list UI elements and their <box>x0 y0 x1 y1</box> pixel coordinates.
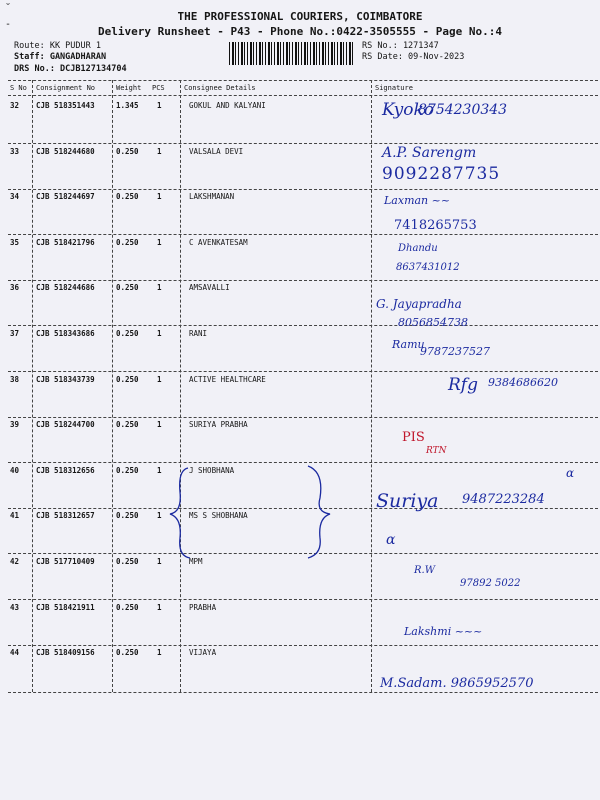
signature-phone: 9487223284 <box>462 492 545 507</box>
row-consignee: C AVENKATESAM <box>189 237 248 247</box>
row-consignee: RANI <box>189 329 208 338</box>
row-pcs: 1 <box>157 146 162 156</box>
row-pcs: 1 <box>157 237 162 247</box>
row-sno: 42 <box>10 557 20 566</box>
row-pcs: 1 <box>157 374 162 384</box>
row-consignment-no: CJB 517710409 <box>36 557 95 566</box>
row-sno: 37 <box>10 329 20 338</box>
table-top-rule <box>8 80 598 81</box>
row-consignment-no: CJB 518421911 <box>36 602 95 612</box>
row-consignee: ACTIVE HEALTHCARE <box>189 374 266 384</box>
row-divider <box>8 417 598 418</box>
row-divider <box>8 645 598 646</box>
column-divider <box>112 80 113 692</box>
signature-scrawl: Dhandu <box>398 243 438 254</box>
rs-date: RS Date: 09-Nov-2023 <box>362 52 465 62</box>
row-consignment-no: CJB 518312657 <box>36 511 95 521</box>
row-sno: 39 <box>10 420 20 430</box>
row-weight: 0.250 <box>116 237 139 247</box>
row-pcs: 1 <box>157 101 162 110</box>
row-consignment-no: CJB 518244697 <box>36 192 95 202</box>
row-consignee: AMSAVALLI <box>189 283 230 293</box>
row-sno: 34 <box>10 192 20 202</box>
col-header-consignee: Consignee Details <box>184 84 256 92</box>
row-pcs: 1 <box>157 283 162 293</box>
row-weight: 0.250 <box>116 465 139 475</box>
signature-scrawl: Laxman ~~ <box>384 194 451 207</box>
row-consignment-no: CJB 518409156 <box>36 648 95 658</box>
row-divider <box>8 234 598 235</box>
column-divider <box>180 80 181 692</box>
row-consignment-no: CJB 518351443 <box>36 101 95 110</box>
row-consignment-no: CJB 518343739 <box>36 374 95 384</box>
row-pcs: 1 <box>157 602 162 612</box>
column-divider <box>32 80 33 692</box>
row-divider <box>8 280 598 281</box>
row-pcs: 1 <box>157 648 162 658</box>
row-pcs: 1 <box>157 192 162 202</box>
alpha-mark: α <box>566 466 575 480</box>
row-divider <box>8 189 598 190</box>
row-weight: 0.250 <box>116 374 139 384</box>
row-sno: 32 <box>10 101 20 110</box>
row-weight: 0.250 <box>116 283 139 293</box>
row-sno: 41 <box>10 511 20 521</box>
company-title: THE PROFESSIONAL COURIERS, COIMBATORE <box>177 10 423 23</box>
row-sno: 40 <box>10 465 20 475</box>
signature-phone: 9092287735 <box>382 164 501 184</box>
row-pcs: 1 <box>157 329 162 338</box>
status-note: PIS <box>402 430 425 445</box>
col-header-sno: S No <box>10 84 27 92</box>
row-pcs: 1 <box>157 420 162 430</box>
row-weight: 0.250 <box>116 511 139 521</box>
row-divider <box>8 371 598 372</box>
row-consignee: MS S SHOBHANA <box>189 511 248 521</box>
signature-phone: M.Sadam. 9865952570 <box>380 676 534 691</box>
row-weight: 0.250 <box>116 329 139 338</box>
row-consignee: VIJAYA <box>189 648 217 658</box>
signature-phone: 9384686620 <box>488 376 558 389</box>
drs-number: DRS No.: DCJB127134704 <box>14 64 127 74</box>
signature-scrawl: A.P. Sarengm <box>382 145 477 161</box>
row-consignee: LAKSHMANAN <box>189 192 235 202</box>
col-header-consignment: Consignment No <box>36 84 96 92</box>
row-consignee: SURIYA PRABHA <box>189 420 248 430</box>
signature-scrawl: Rfg <box>448 375 478 395</box>
row-consignment-no: CJB 518312656 <box>36 465 95 475</box>
corner-mark: ˘ <box>5 3 12 14</box>
row-consignee: GOKUL AND KALYANI <box>189 101 266 110</box>
handwritten-brace <box>160 462 340 562</box>
row-consignment-no: CJB 518244686 <box>36 283 95 293</box>
row-weight: 0.250 <box>116 557 139 566</box>
signature-phone: 9787237527 <box>420 345 490 358</box>
row-weight: 0.250 <box>116 146 139 156</box>
header-rule <box>8 95 598 96</box>
route-text: Route: KK PUDUR 1 <box>14 41 101 51</box>
signature-phone: 97892 5022 <box>460 578 521 589</box>
row-consignee: J SHOBHANA <box>189 465 235 475</box>
row-consignment-no: CJB 518343686 <box>36 329 95 338</box>
runsheet-subtitle: Delivery Runsheet - P43 - Phone No.:0422-3505555 - Page No.:4 <box>98 25 502 38</box>
row-weight: 0.250 <box>116 420 139 430</box>
signature-phone: 8637431012 <box>396 262 460 273</box>
staff-text: Staff: GANGADHARAN <box>14 52 107 62</box>
row-sno: 36 <box>10 283 20 293</box>
row-weight: 0.250 <box>116 602 139 612</box>
signature-phone: 8056854738 <box>398 316 468 329</box>
barcode-image <box>229 42 354 65</box>
row-pcs: 1 <box>157 557 162 566</box>
signature-scrawl: Ramu <box>392 338 425 351</box>
row-pcs: 1 <box>157 465 162 475</box>
signature-scrawl: Lakshmi ~~~ <box>404 625 483 638</box>
row-sno: 38 <box>10 374 20 384</box>
signature-phone: 7418265753 <box>394 218 477 233</box>
col-header-signature: Signature <box>375 84 413 92</box>
row-divider <box>8 325 598 326</box>
row-consignment-no: CJB 518421796 <box>36 237 95 247</box>
row-divider <box>8 599 598 600</box>
signature-scrawl: Kyoko <box>382 100 434 120</box>
row-consignee: VALSALA DEVI <box>189 146 244 156</box>
row-divider <box>8 143 598 144</box>
row-pcs: 1 <box>157 511 162 521</box>
row-sno: 35 <box>10 237 20 247</box>
status-note: RTN <box>426 446 447 456</box>
row-weight: 1.345 <box>116 101 139 110</box>
row-sno: 33 <box>10 146 20 156</box>
corner-mark: - <box>5 19 12 30</box>
signature-scrawl: Suriya <box>376 490 439 512</box>
alpha-mark: α <box>386 532 396 548</box>
signature-phone: 8754230343 <box>418 102 508 118</box>
column-divider <box>371 80 372 692</box>
table-bottom-rule <box>8 692 598 693</box>
col-header-weight: Weight <box>116 84 142 92</box>
col-header-pcs: PCS <box>152 84 165 92</box>
row-consignment-no: CJB 518244680 <box>36 146 95 156</box>
row-consignee: PRABHA <box>189 602 217 612</box>
row-sno: 44 <box>10 648 20 658</box>
row-sno: 43 <box>10 602 20 612</box>
row-weight: 0.250 <box>116 192 139 202</box>
rs-number: RS No.: 1271347 <box>362 41 439 51</box>
row-consignment-no: CJB 518244700 <box>36 420 95 430</box>
signature-scrawl: R.W <box>414 565 435 576</box>
signature-name: G. Jayapradha <box>376 297 462 311</box>
row-consignee: MPM <box>189 557 203 566</box>
row-weight: 0.250 <box>116 648 139 658</box>
